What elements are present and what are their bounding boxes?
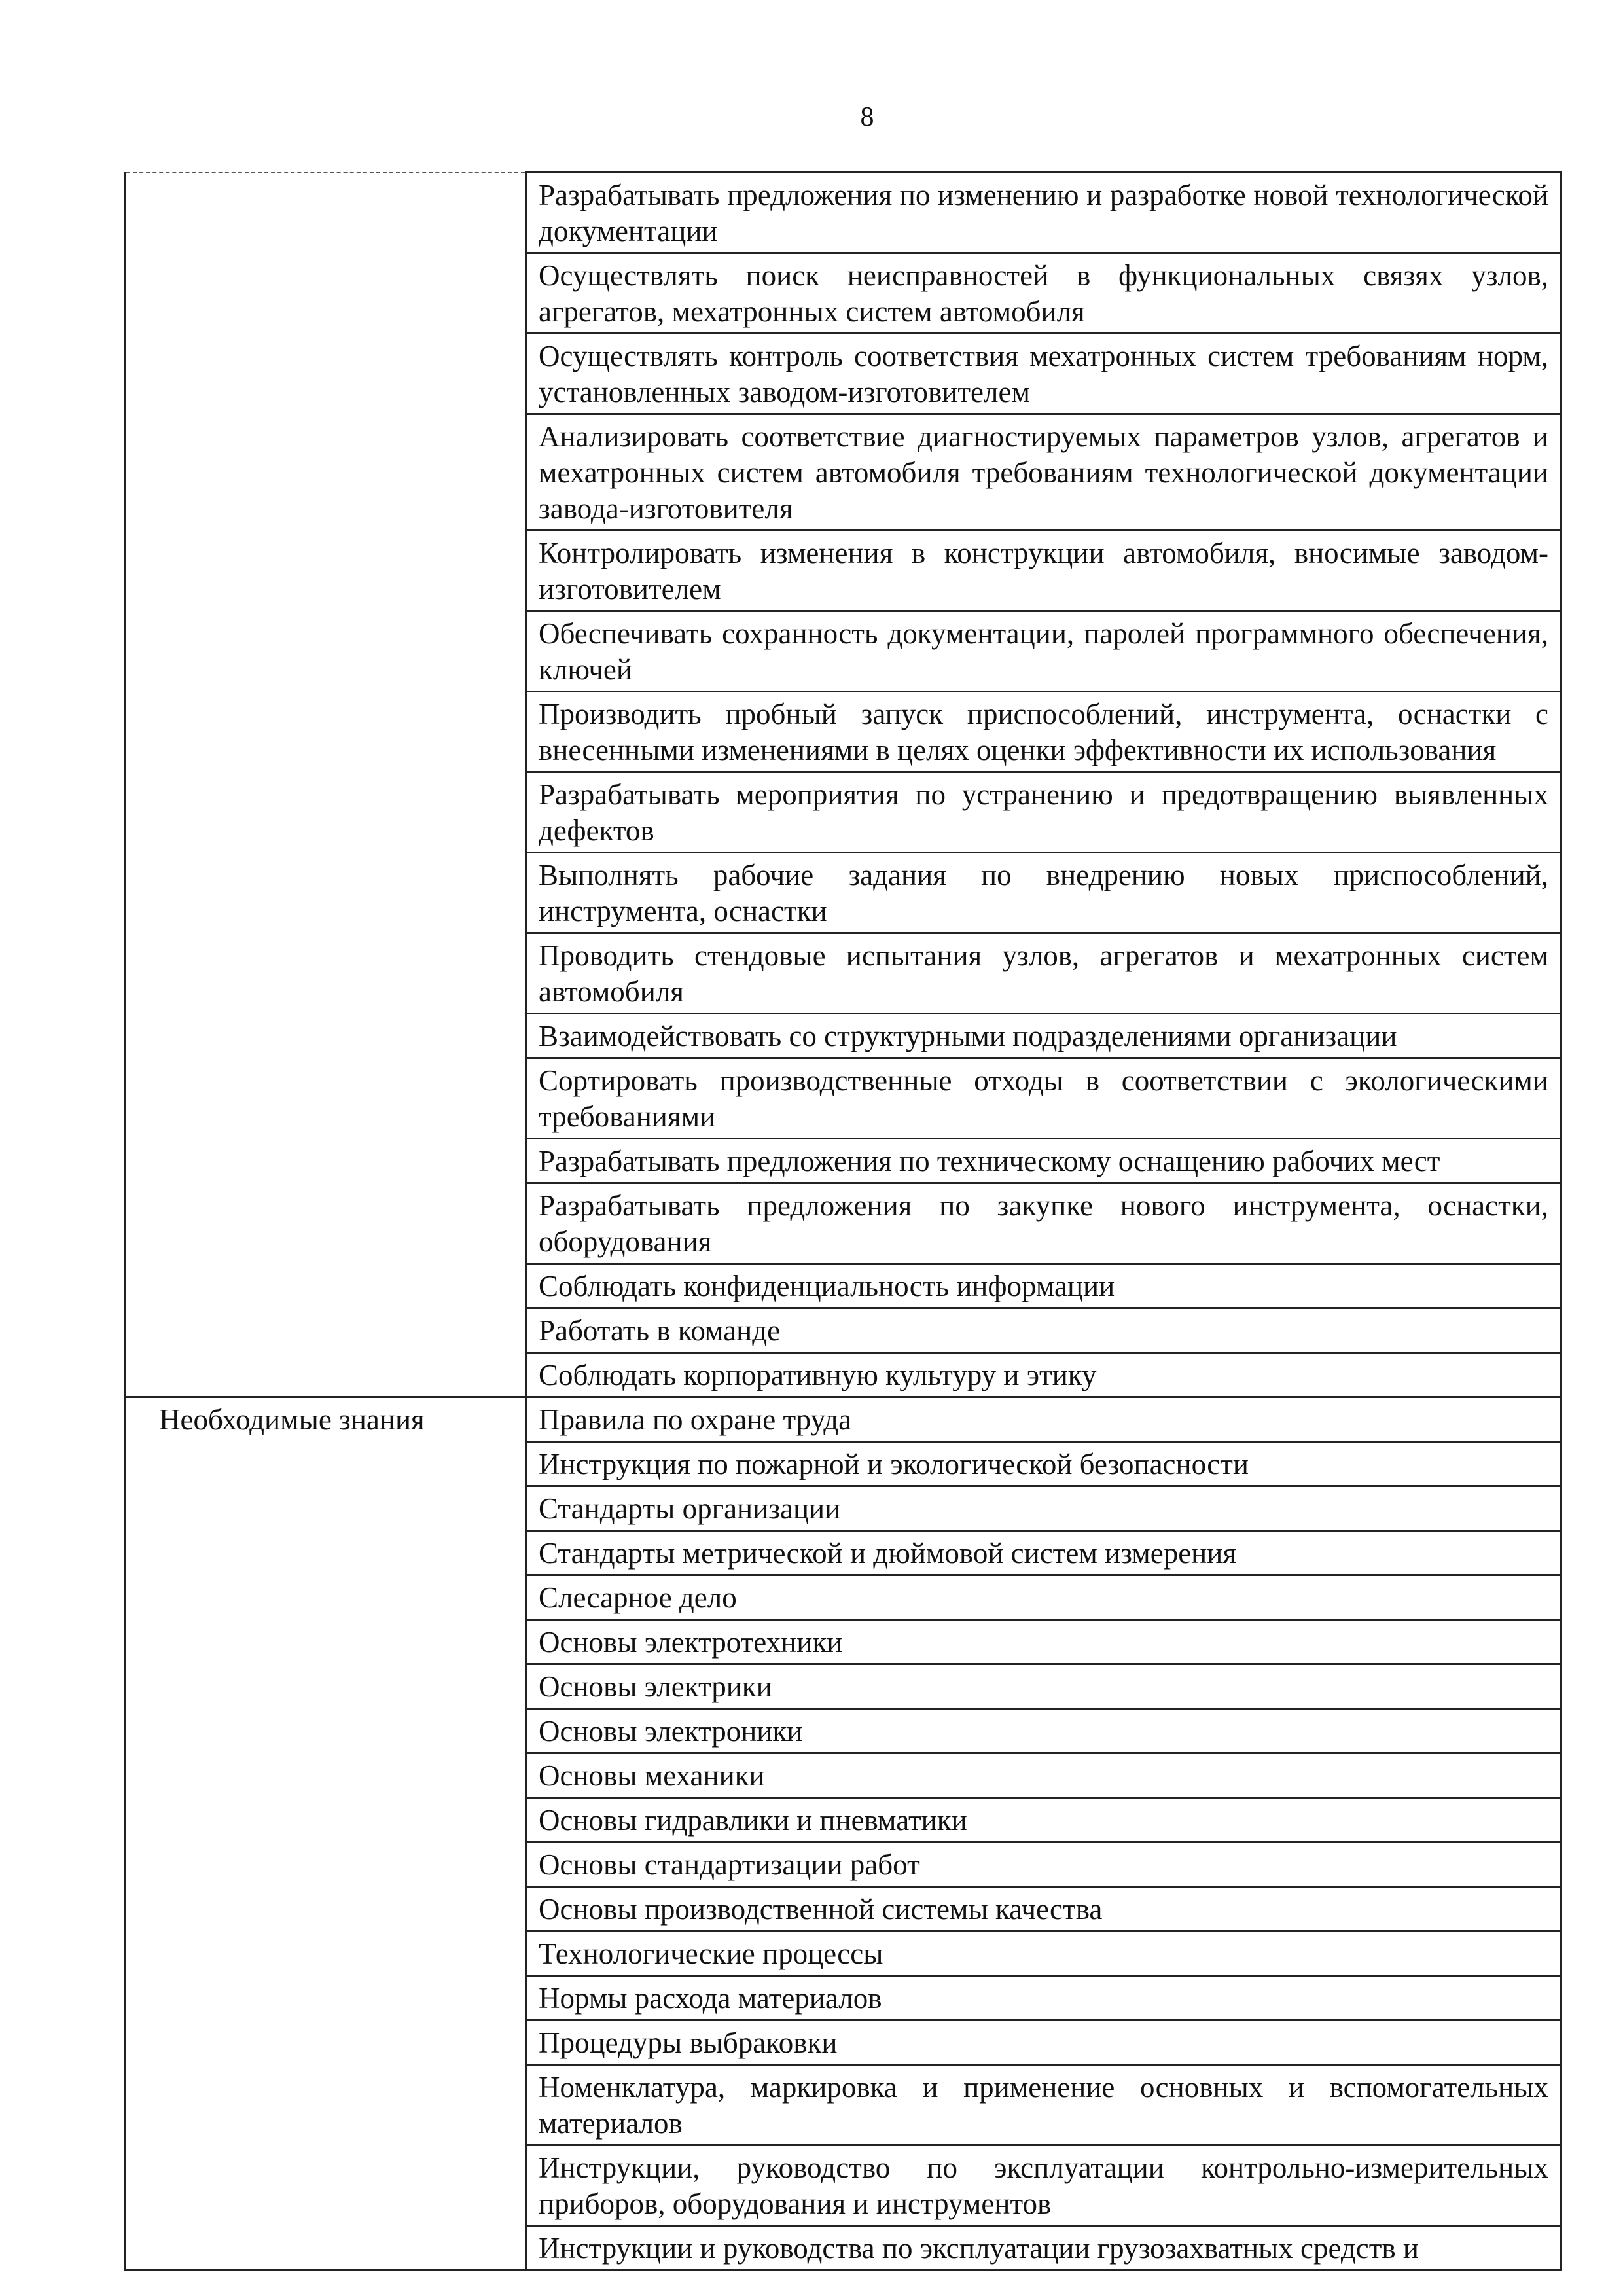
item-text: Разрабатывать мероприятия по устранению и предотвращению выявленных дефектов: [539, 778, 1548, 847]
table-cell: [526, 2226, 1561, 2270]
item-text: Работать в команде: [539, 1314, 781, 1347]
item-text: Разрабатывать предложения по техническому оснащению рабочих мест: [539, 1145, 1440, 1177]
table-cell: [526, 1976, 1561, 2020]
table-cell: [526, 1264, 1561, 1308]
table-cell: [526, 1620, 1561, 1664]
section-label: Необходимые знания: [126, 1397, 526, 2270]
table-cell: [526, 2065, 1561, 2145]
item-text: Слесарное дело: [539, 1581, 737, 1614]
table-cell: [526, 1486, 1561, 1531]
item-text: Анализировать соответствие диагностируемых параметров узлов, агрегатов и мехатронных систем автомобиля требованиям технологической документации завода-изготовителя: [539, 420, 1548, 525]
item-text: Сортировать производственные отходы в соответствии с экологическими требованиями: [539, 1064, 1548, 1133]
table-cell: [526, 772, 1561, 853]
item-text: Основы механики: [539, 1759, 765, 1792]
item-text: Разрабатывать предложения по закупке нового инструмента, оснастки, оборудования: [539, 1189, 1548, 1258]
table-cell: [526, 1397, 1561, 1442]
requirements-table: [124, 171, 1562, 2271]
item-text: Основы электроники: [539, 1715, 803, 1748]
table-body: [126, 173, 1561, 2270]
item-text: Осуществлять поиск неисправностей в функциональных связях узлов, агрегатов, мехатронных систем автомобиля: [539, 259, 1548, 328]
item-text: Разрабатывать предложения по изменению и разработке новой технологической документации: [539, 179, 1548, 247]
table-row: [126, 173, 1561, 253]
item-text: Инструкция по пожарной и экологической безопасности: [539, 1448, 1249, 1480]
table-cell: [526, 1575, 1561, 1620]
item-text: Правила по охране труда: [539, 1403, 852, 1436]
table-cell: [526, 1058, 1561, 1139]
table-cell: [526, 853, 1561, 933]
item-text: Выполнять рабочие задания по внедрению новых приспособлений, инструмента, оснастки: [539, 859, 1548, 927]
item-text: Основы стандартизации работ: [539, 1848, 920, 1881]
item-text: Основы гидравлики и пневматики: [539, 1804, 967, 1837]
table-cell: [526, 2020, 1561, 2065]
table-cell: [526, 1353, 1561, 1397]
table-cell: [526, 692, 1561, 772]
item-text: Инструкции, руководство по эксплуатации контрольно-измерительных приборов, оборудования и инструментов: [539, 2151, 1548, 2220]
table-cell: [526, 611, 1561, 692]
table-cell: [526, 1664, 1561, 1709]
table-cell: [526, 1798, 1561, 1842]
table-cell: [526, 1531, 1561, 1575]
item-text: Основы электротехники: [539, 1626, 843, 1659]
table-cell: [526, 334, 1561, 414]
table-cell: [526, 1308, 1561, 1353]
table-cell: [526, 1014, 1561, 1058]
item-text: Соблюдать корпоративную культуру и этику: [539, 1359, 1097, 1391]
page-number: 8: [860, 102, 874, 132]
item-text: Соблюдать конфиденциальность информации: [539, 1270, 1115, 1302]
item-text: Осуществлять контроль соответствия мехатронных систем требованиям норм, установленных заводом-изготовителем: [539, 340, 1548, 408]
table-cell: [526, 1183, 1561, 1264]
item-text: Номенклатура, маркировка и применение основных и вспомогательных материалов: [539, 2071, 1548, 2140]
item-text: Производить пробный запуск приспособлений, инструмента, оснастки с внесенными изменениями в целях оценки эффективности их использования: [539, 698, 1548, 766]
table-cell: [526, 1139, 1561, 1183]
item-text: Основы электрики: [539, 1670, 772, 1703]
item-text: Стандарты организации: [539, 1492, 841, 1525]
table-cell: [526, 1842, 1561, 1887]
table-cell: [526, 173, 1561, 253]
item-text: Процедуры выбраковки: [539, 2026, 838, 2059]
table-cell: [526, 253, 1561, 334]
table-cell: [526, 414, 1561, 531]
table-cell: [526, 1442, 1561, 1486]
item-text: Технологические процессы: [539, 1937, 883, 1970]
table-cell: [526, 1753, 1561, 1798]
item-text: Контролировать изменения в конструкции автомобиля, вносимые заводом-изготовителем: [539, 537, 1548, 605]
item-text: Инструкции и руководства по эксплуатации грузозахватных средств и: [539, 2232, 1419, 2265]
item-text: Взаимодействовать со структурными подразделениями организации: [539, 1020, 1397, 1052]
table-cell: [526, 1887, 1561, 1931]
table-cell: [526, 2145, 1561, 2226]
item-text: Основы производственной системы качества: [539, 1893, 1103, 1926]
item-text: Обеспечивать сохранность документации, паролей программного обеспечения, ключей: [539, 617, 1548, 686]
item-text: Стандарты метрической и дюймовой систем измерения: [539, 1537, 1237, 1570]
table-cell: [526, 531, 1561, 611]
item-text: Проводить стендовые испытания узлов, агрегатов и мехатронных систем автомобиля: [539, 939, 1548, 1008]
table-cell: [526, 933, 1561, 1014]
item-text: Нормы расхода материалов: [539, 1982, 882, 2015]
table-cell: [526, 1709, 1561, 1753]
table-cell: [526, 1931, 1561, 1976]
section-label-continued: [126, 173, 526, 1397]
table-row: [126, 1397, 1561, 1442]
